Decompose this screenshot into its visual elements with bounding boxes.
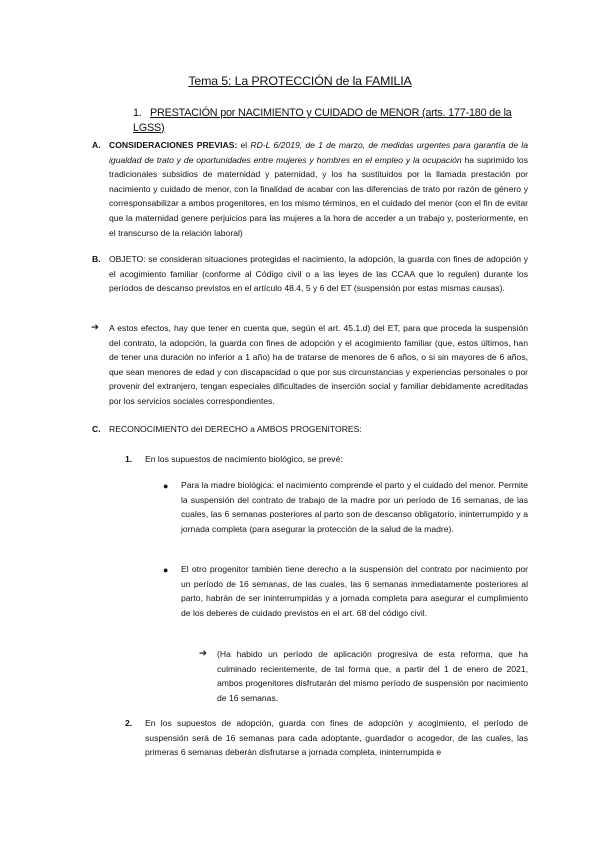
bullet-icon: ● — [163, 565, 169, 575]
section-subtitle — [133, 106, 533, 135]
section-a-text-2: ha suprimido los tradicionales subsidios de maternidad y paternidad, y los ha sustituidos por la llamada prestación por nacimiento y cuidado de menor, con la finalidad de acabar con las diferencias de trato por razón de género y corresponsabilizar a ambos progenitores, en los mismo términos, en el cuidado del menor (con el fin de evitar que la maternidad genere perjuicios para las mujeres a la hora de acceder a un trabajo y, posteriormente, en el transcurso de la relación laboral) — [109, 154, 528, 238]
sub-arrow-text: (Ha habido un período de aplicación progresiva de esta reforma, que ha culminado recientemente, de tal forma que, a partir del 1 de enero de 2021, ambos progenitores disfrutarán del mismo período de suspensión por nacimiento de 16 semanas. — [217, 649, 528, 703]
item-2-text: En los supuestos de adopción, guarda con fines de adopción y acogimiento, el período de suspensión será de 16 semanas para cada adoptante, guardador o acogedor, de las cuales, las primeras 6 semanas deberán disfrutarse a jornada completa, ininterrumpida e — [145, 718, 528, 758]
item-1-number: 1. — [125, 454, 133, 464]
sub-arrow-paragraph — [217, 647, 528, 705]
section-c-heading-text: RECONOCIMIENTO del DERECHO a AMBOS PROGENITORES: — [109, 424, 362, 434]
item-1-text: En los supuestos de nacimiento biológico, se prevé: — [145, 454, 343, 464]
bullet-icon: ● — [163, 481, 169, 491]
bullet-1-text: Para la madre biológica: el nacimiento comprende el parto y el cuidado del menor. Permite la suspensión del contrato de trabajo de la madre por un período de 16 semanas, de las cuales, las 6 semanas posteriores al parto son de descanso obligatorio, ininterrumpido y a jornada completa (para asegurar la protección de la salud de la madre). — [181, 480, 528, 534]
arrow-note-text: A estos efectos, hay que tener en cuenta que, según el art. 45.1.d) del ET, para que proceda la suspensión del contrato, la adopción, la guarda con fines de adopción y el acogimiento familiar (que, estos últimos, han de tener una duración no inferior a 1 año) ha de tratarse de menores de 6 años, o si sin mayores de 6 años, que sean menores de edad y con discapacidad o que por sus circunstancias y experiencias personales o por provenir del extranjero, tengan especiales dificultades de inserción social y familiar debidamente acreditadas por los servicios sociales correspondientes. — [109, 323, 528, 406]
arrow-icon: ➔ — [199, 648, 207, 659]
section-a-marker: A. — [92, 140, 101, 150]
item-2-number: 2. — [125, 718, 133, 728]
arrow-icon: ➔ — [91, 322, 99, 333]
section-a-law-reference: RD-L 6/2019, de 1 de marzo, de medidas urgentes para garantía de la igualdad de trato y de oportunidades entre mujeres y hombres en el empleo y la ocupación — [109, 140, 528, 165]
arrow-note-paragraph — [109, 321, 528, 409]
section-a-paragraph — [109, 138, 528, 240]
bullet-2-text: El otro progenitor también tiene derecho a la suspensión del contrato por nacimiento por un período de 16 semanas, de las cuales, las 6 semanas inmediatamente posteriores al parto, habrán de ser ininterrumpidas y a jornada completa para asegurar el cumplimiento de los deberes de cuidado previstos en el art. 68 del código civil. — [181, 564, 528, 618]
section-c-heading — [109, 422, 528, 437]
subtitle-text: PRESTACIÓN por NACIMIENTO y CUIDADO de MENOR (arts. 177-180 de la LGSS) — [133, 107, 512, 134]
section-b-marker: B. — [92, 254, 101, 264]
section-b-paragraph — [109, 252, 528, 296]
bullet-1-paragraph — [181, 478, 528, 536]
section-c-marker: C. — [92, 424, 101, 434]
section-b-text: : se consideran situaciones protegidas el nacimiento, la adopción, la guarda con fines de adopción y el acogimiento familiar (conforme al Código civil o a las leyes de las CCAA que lo regulen) durante los períodos de descanso previstos en el artículo 48.4, 5 y 6 del ET (suspensión por estas mismas causas). — [109, 254, 528, 294]
item-1-intro — [145, 452, 528, 467]
section-a-heading: CONSIDERACIONES PREVIAS: — [109, 140, 238, 150]
section-b-heading: OBJETO — [109, 254, 144, 264]
subtitle-number: 1. — [133, 107, 142, 119]
item-2-paragraph — [145, 716, 528, 760]
section-a-text-1: el — [237, 140, 251, 150]
page-title: Tema 5: La PROTECCIÓN de la FAMILIA — [188, 74, 412, 88]
bullet-2-paragraph — [181, 562, 528, 620]
